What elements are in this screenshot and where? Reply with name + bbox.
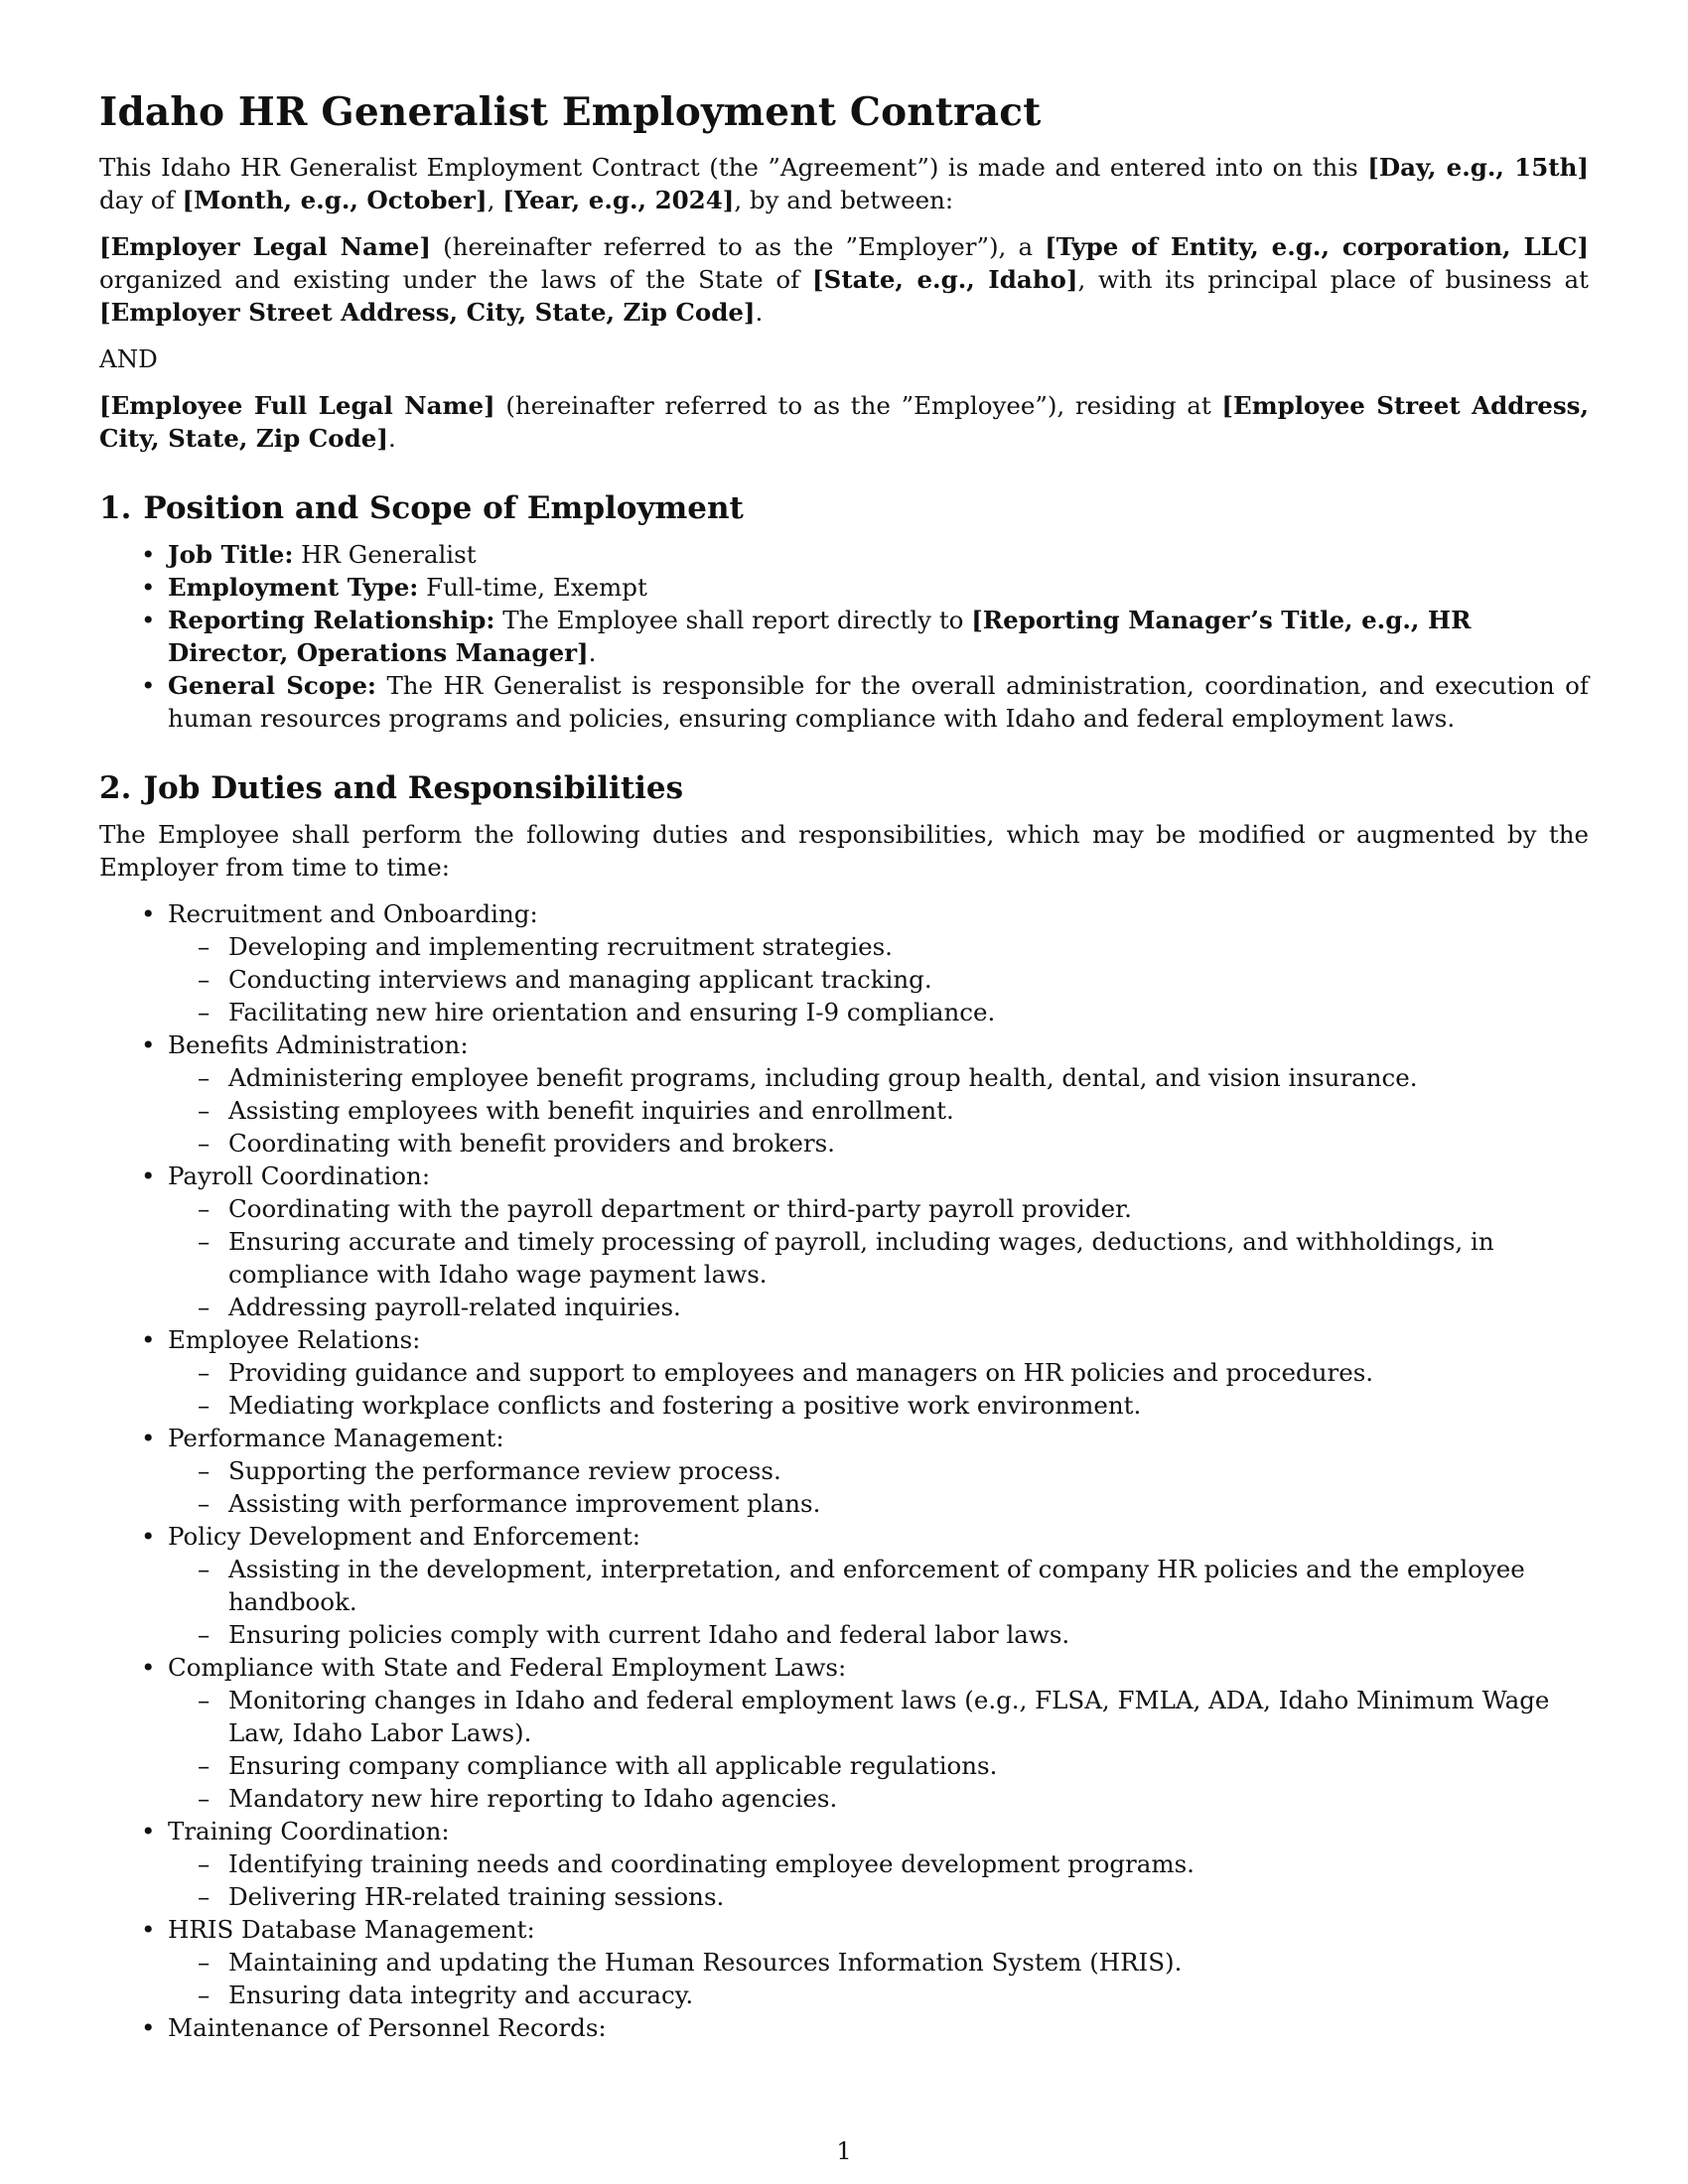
- duty-category: [99, 1651, 1589, 1815]
- duty-item: – Ensuring data integrity and accuracy.: [168, 1979, 1589, 2011]
- duty-category: [99, 1160, 1589, 1323]
- duty-item: – Facilitating new hire orientation and ensuring I-9 compliance.: [168, 996, 1589, 1028]
- entity-type-placeholder: [Type of Entity, e.g., corporation, LLC]: [1045, 232, 1590, 261]
- and-separator: AND: [99, 344, 158, 373]
- duty-category-label: Compliance with State and Federal Employment Laws:: [168, 1653, 847, 1682]
- page-number: 1: [836, 2137, 852, 2165]
- duty-category-label: Benefits Administration:: [168, 1030, 469, 1059]
- document-title: Idaho HR Generalist Employment Contract: [99, 89, 1042, 135]
- duty-sublist: [168, 1946, 1589, 2011]
- duty-item: – Mediating workplace conflicts and fostering a positive work environment.: [168, 1389, 1589, 1422]
- duty-category-label: Recruitment and Onboarding:: [168, 899, 538, 928]
- list-item: • Reporting Relationship: The Employee shall report directly to [Reporting Manager’s Title, e.g., HR Director, Operations Manager].: [99, 604, 1589, 669]
- section-1-heading: 1. Position and Scope of Employment: [99, 490, 744, 526]
- duty-sublist: [168, 1454, 1589, 1520]
- reporting-manager-placeholder: [Reporting Manager’s Title, e.g., HR Director, Operations Manager]: [168, 606, 1472, 667]
- state-placeholder: [State, e.g., Idaho]: [812, 265, 1078, 294]
- duty-item: – Conducting interviews and managing applicant tracking.: [168, 963, 1589, 996]
- duty-item: – Coordinating with the payroll department or third-party payroll provider.: [168, 1192, 1589, 1225]
- duty-category: [99, 1815, 1589, 1913]
- employee-address-placeholder: [Employee Street Address, City, State, Zip Code]: [99, 391, 1590, 453]
- employer-paragraph: [Employer Legal Name] (hereinafter referred to as the ”Employer”), a [Type of Entity, e.g., corporation, LLC] organized and existing under the laws of the State of [State, e.g., Idaho], with its principal place of business at [Employer Street Address, City, State, Zip Code].: [99, 232, 1590, 327]
- duty-item: – Supporting the performance review process.: [168, 1454, 1589, 1487]
- duty-item: – Administering employee benefit programs, including group health, dental, and vision insurance.: [168, 1061, 1589, 1094]
- duty-category: [99, 1913, 1589, 2011]
- position-list: [99, 538, 1589, 735]
- list-item: • General Scope: The HR Generalist is responsible for the overall administration, coordination, and execution of human resources programs and policies, ensuring compliance with Idaho and federal employment laws.: [99, 669, 1589, 735]
- duty-sublist: [168, 1553, 1589, 1651]
- duty-item: – Ensuring accurate and timely processing of payroll, including wages, deductions, and withholdings, in compliance with Idaho wage payment laws.: [168, 1225, 1589, 1291]
- duty-item: – Providing guidance and support to employees and managers on HR policies and procedures.: [168, 1356, 1589, 1389]
- duty-category-label: Payroll Coordination:: [168, 1161, 431, 1190]
- employer-address-placeholder: [Employer Street Address, City, State, Zip Code]: [99, 298, 756, 327]
- duties-list: [99, 897, 1589, 2044]
- duty-item: – Assisting employees with benefit inquiries and enrollment.: [168, 1094, 1589, 1127]
- day-placeholder: [Day, e.g., 15th]: [1367, 153, 1589, 182]
- employee-name-placeholder: [Employee Full Legal Name]: [99, 391, 495, 420]
- duty-sublist: [168, 930, 1589, 1028]
- duty-sublist: [168, 1356, 1589, 1422]
- duty-item: – Ensuring company compliance with all applicable regulations.: [168, 1749, 1589, 1782]
- duty-item: – Assisting with performance improvement plans.: [168, 1487, 1589, 1520]
- month-placeholder: [Month, e.g., October]: [182, 186, 488, 214]
- list-item: • Employment Type: Full-time, Exempt: [99, 571, 1589, 604]
- duty-item: – Ensuring policies comply with current Idaho and federal labor laws.: [168, 1618, 1589, 1651]
- duty-item: – Addressing payroll-related inquiries.: [168, 1291, 1589, 1323]
- document-page: [99, 87, 1589, 2044]
- duty-category-label: Performance Management:: [168, 1424, 504, 1452]
- duty-item: – Monitoring changes in Idaho and federal employment laws (e.g., FLSA, FMLA, ADA, Idaho Minimum Wage Law, Idaho Labor Laws).: [168, 1684, 1589, 1749]
- employer-name-placeholder: [Employer Legal Name]: [99, 232, 431, 261]
- duty-category: [99, 1520, 1589, 1651]
- list-item: • Job Title: HR Generalist: [99, 538, 1589, 571]
- employee-paragraph: [Employee Full Legal Name] (hereinafter referred to as the ”Employee”), residing at [Employee Street Address, City, State, Zip Code].: [99, 391, 1590, 453]
- duty-category-label: Training Coordination:: [168, 1817, 450, 1845]
- duty-category-label: Maintenance of Personnel Records:: [168, 2013, 607, 2042]
- duty-category-label: HRIS Database Management:: [168, 1915, 535, 1944]
- duty-item: – Assisting in the development, interpretation, and enforcement of company HR policies and the employee handbook.: [168, 1553, 1589, 1618]
- duty-category: [99, 1323, 1589, 1422]
- section-2-heading: 2. Job Duties and Responsibilities: [99, 770, 684, 806]
- duty-category: [99, 1422, 1589, 1520]
- section-2-intro: The Employee shall perform the following duties and responsibilities, which may be modified or augmented by the Employer from time to time:: [99, 820, 1589, 882]
- duty-sublist: [168, 1061, 1589, 1160]
- duty-sublist: [168, 1192, 1589, 1323]
- year-placeholder: [Year, e.g., 2024]: [502, 186, 735, 214]
- intro-paragraph: This Idaho HR Generalist Employment Contract (the ”Agreement”) is made and entered into on this [Day, e.g., 15th] day of [Month, e.g., October], [Year, e.g., 2024], by and between:: [99, 153, 1589, 214]
- duty-item: – Identifying training needs and coordinating employee development programs.: [168, 1847, 1589, 1880]
- duty-category: [99, 2011, 1589, 2044]
- duty-category: [99, 1028, 1589, 1160]
- duty-sublist: [168, 1684, 1589, 1815]
- duty-item: – Coordinating with benefit providers and brokers.: [168, 1127, 1589, 1160]
- duty-item: – Mandatory new hire reporting to Idaho agencies.: [168, 1782, 1589, 1815]
- duty-item: – Maintaining and updating the Human Resources Information System (HRIS).: [168, 1946, 1589, 1979]
- duty-category-label: Policy Development and Enforcement:: [168, 1522, 641, 1551]
- duty-category-label: Employee Relations:: [168, 1325, 421, 1354]
- duty-item: – Delivering HR-related training sessions.: [168, 1880, 1589, 1913]
- duty-item: – Developing and implementing recruitment strategies.: [168, 930, 1589, 963]
- duty-category: [99, 897, 1589, 1028]
- duty-sublist: [168, 1847, 1589, 1913]
